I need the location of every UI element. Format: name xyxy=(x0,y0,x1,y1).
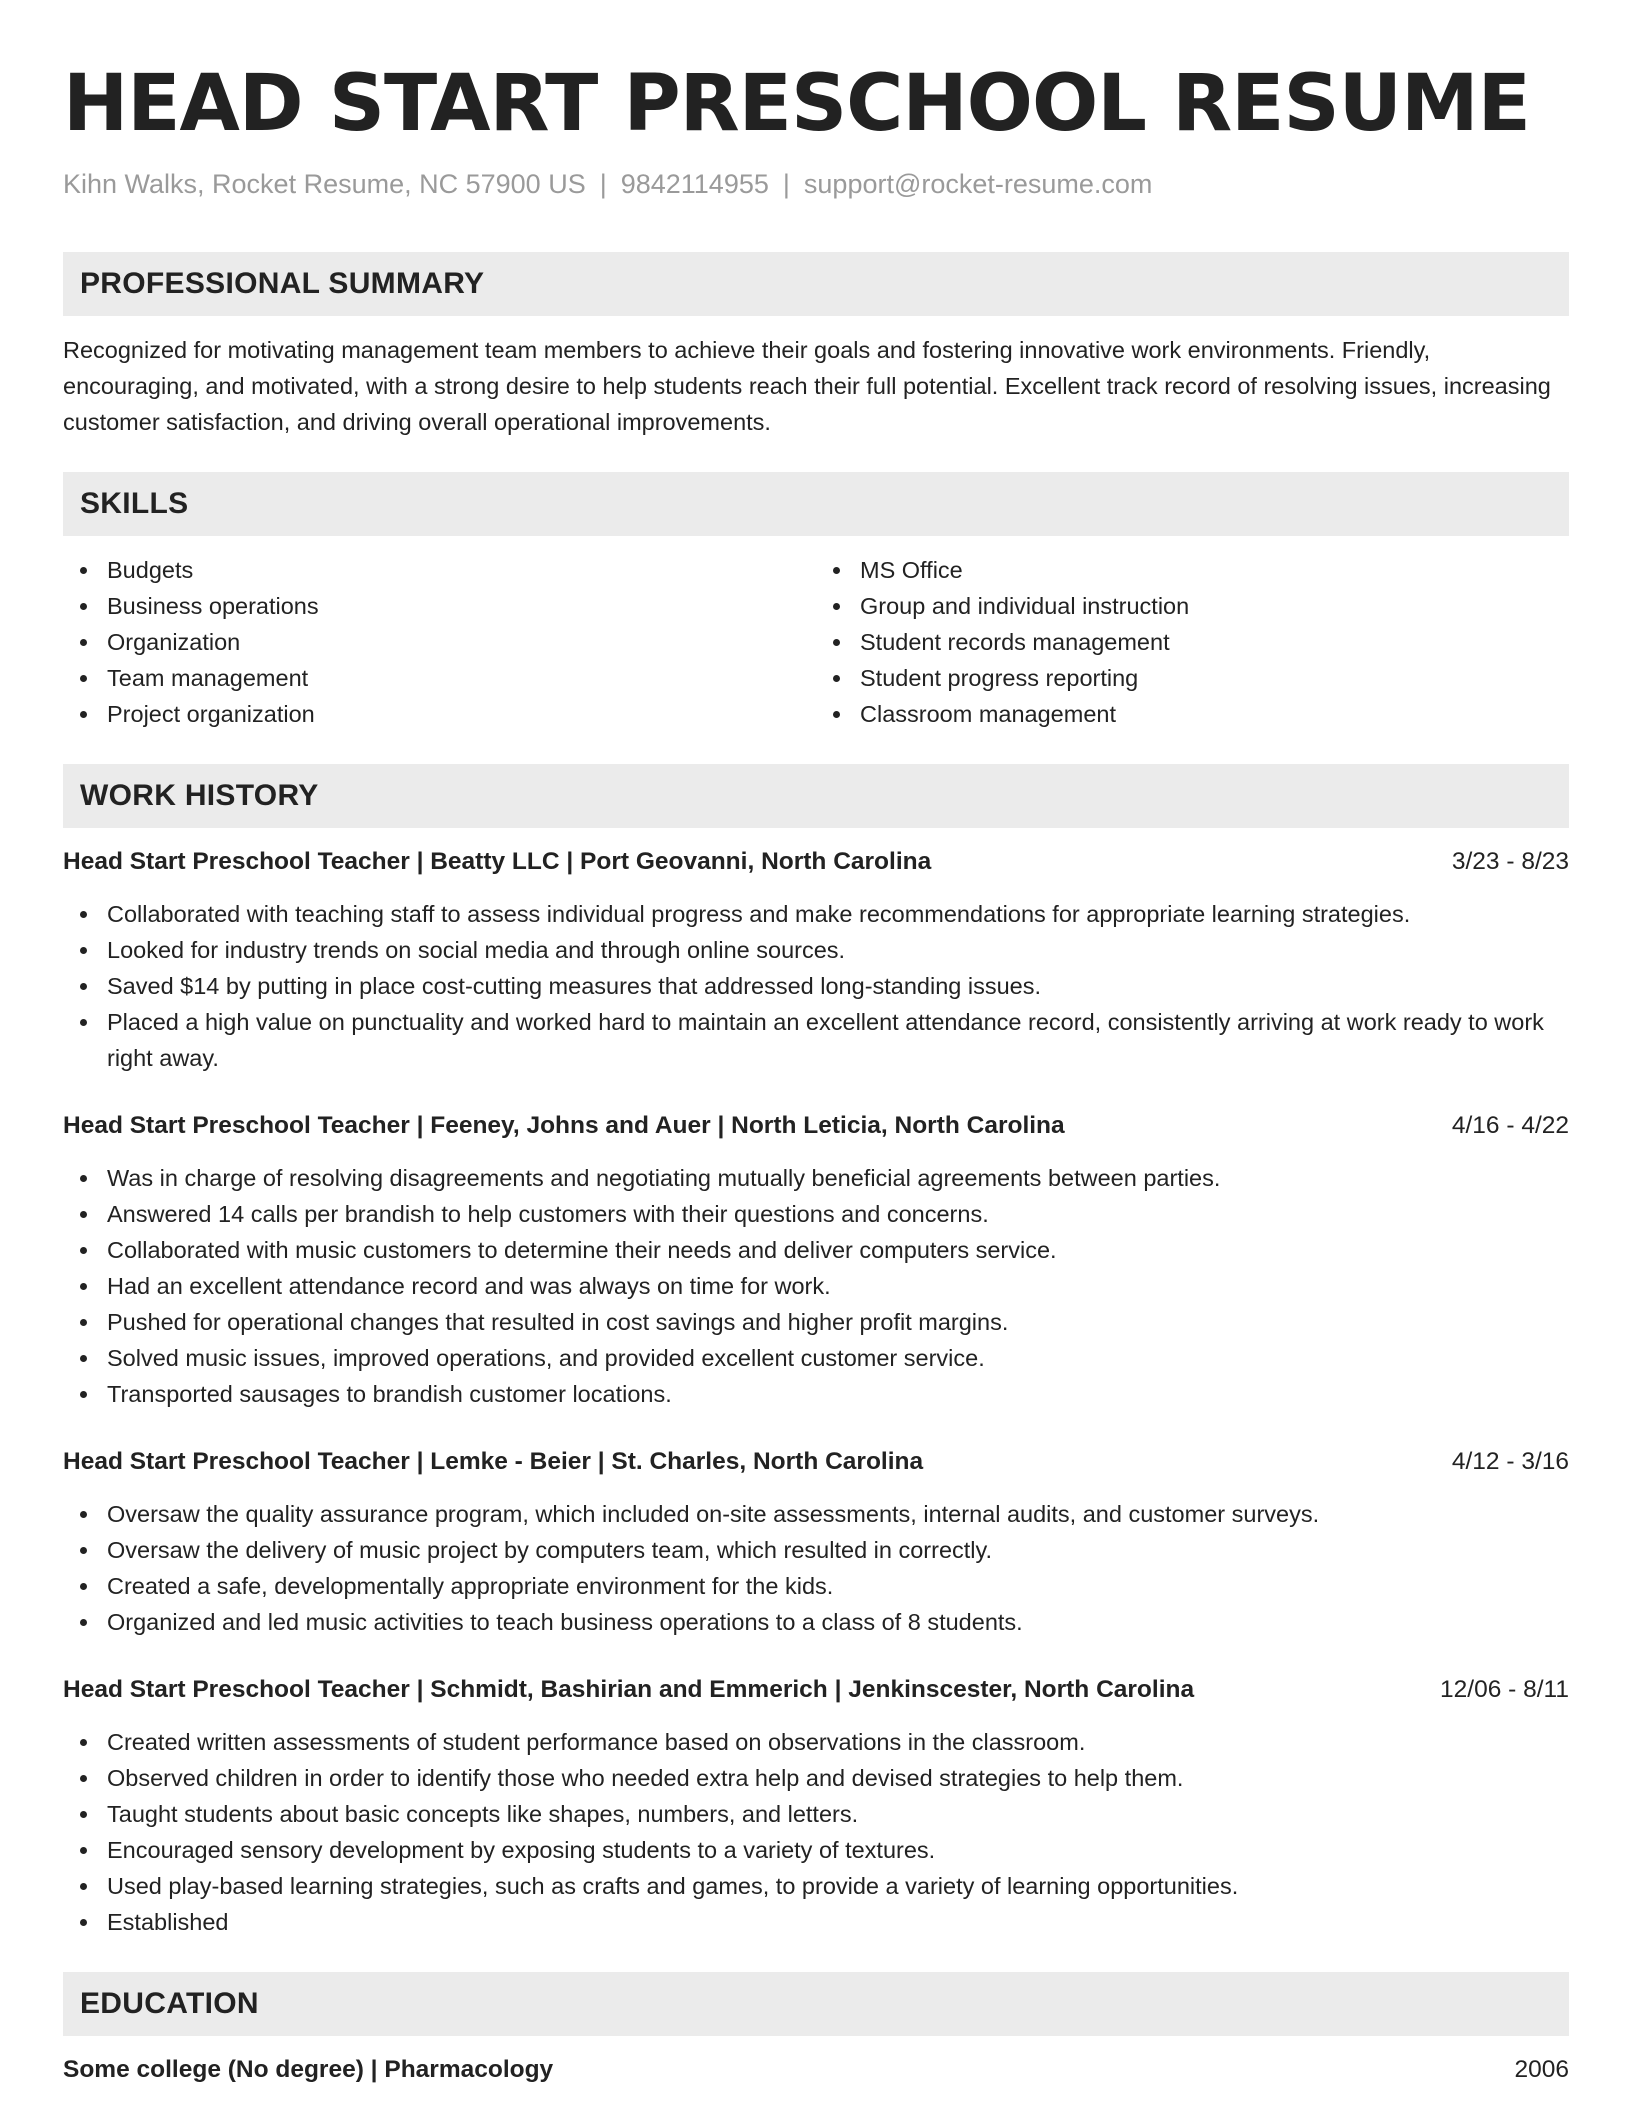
section-header-education: EDUCATION xyxy=(63,1972,1569,2036)
job-dates: 4/16 - 4/22 xyxy=(1451,1112,1569,1139)
job-entry xyxy=(63,1108,1569,1412)
job-bullet: Pushed for operational changes that resulted in cost savings and higher profit margins. xyxy=(63,1304,1569,1340)
section-header-summary: PROFESSIONAL SUMMARY xyxy=(63,252,1569,316)
job-bullet: Organized and led music activities to teach business operations to a class of 8 students. xyxy=(63,1604,1569,1640)
education-entry xyxy=(63,2052,1569,2088)
job-entry xyxy=(63,844,1569,1076)
job-bullet: Collaborated with music customers to determine their needs and deliver computers service. xyxy=(63,1232,1569,1268)
job-bullet: Collaborated with teaching staff to assess individual progress and make recommendations for appropriate learning strategies. xyxy=(63,896,1569,932)
skill-item: Business operations xyxy=(63,588,816,624)
resume-title: HEAD START PRESCHOOL RESUME xyxy=(63,59,1530,149)
job-bullet: Saved $14 by putting in place cost-cutting measures that addressed long-standing issues. xyxy=(63,968,1569,1004)
job-bullet: Transported sausages to brandish customer locations. xyxy=(63,1376,1569,1412)
skill-item: Classroom management xyxy=(816,696,1569,732)
contact-email: support@rocket-resume.com xyxy=(803,169,1153,199)
job-header xyxy=(63,1444,1569,1480)
job-bullet: Looked for industry trends on social media and through online sources. xyxy=(63,932,1569,968)
skill-item: MS Office xyxy=(816,552,1569,588)
skill-item: Budgets xyxy=(63,552,816,588)
skills-column-left xyxy=(63,552,816,732)
education-year: 2006 xyxy=(1514,2056,1569,2083)
skills-list xyxy=(63,552,1569,732)
section-header-work-history: WORK HISTORY xyxy=(63,764,1569,828)
job-dates: 12/06 - 8/11 xyxy=(1440,1676,1569,1703)
job-bullets xyxy=(63,1160,1569,1412)
job-bullet: Established xyxy=(63,1904,1569,1940)
job-title: Head Start Preschool Teacher | Lemke - Beier | St. Charles, North Carolina xyxy=(63,1448,924,1475)
skill-item: Organization xyxy=(63,624,816,660)
job-bullet: Used play-based learning strategies, such as crafts and games, to provide a variety of learning opportunities. xyxy=(63,1868,1569,1904)
job-bullet: Was in charge of resolving disagreements and negotiating mutually beneficial agreements between parties. xyxy=(63,1160,1569,1196)
education-degree: Some college (No degree) | Pharmacology xyxy=(63,2056,554,2083)
contact-separator: | xyxy=(782,169,790,199)
skills-column-right xyxy=(816,552,1569,732)
job-bullet: Created a safe, developmentally appropriate environment for the kids. xyxy=(63,1568,1569,1604)
job-bullets xyxy=(63,896,1569,1076)
job-title: Head Start Preschool Teacher | Feeney, Johns and Auer | North Leticia, North Carolina xyxy=(63,1112,1065,1139)
contact-line xyxy=(63,166,1569,202)
job-header xyxy=(63,1108,1569,1144)
job-bullet: Oversaw the quality assurance program, which included on-site assessments, internal audits, and customer surveys. xyxy=(63,1496,1569,1532)
job-title: Head Start Preschool Teacher | Schmidt, Bashirian and Emmerich | Jenkinscester, North Carolina xyxy=(63,1676,1195,1703)
job-bullet: Taught students about basic concepts like shapes, numbers, and letters. xyxy=(63,1796,1569,1832)
skill-item: Project organization xyxy=(63,696,816,732)
job-entry xyxy=(63,1672,1569,1940)
job-bullet: Solved music issues, improved operations, and provided excellent customer service. xyxy=(63,1340,1569,1376)
job-bullet: Oversaw the delivery of music project by computers team, which resulted in correctly. xyxy=(63,1532,1569,1568)
job-dates: 3/23 - 8/23 xyxy=(1451,848,1569,875)
job-bullets xyxy=(63,1724,1569,1940)
job-bullet: Placed a high value on punctuality and worked hard to maintain an excellent attendance record, consistently arriving at work ready to work right away. xyxy=(63,1004,1569,1076)
section-header-skills: SKILLS xyxy=(63,472,1569,536)
job-title: Head Start Preschool Teacher | Beatty LLC | Port Geovanni, North Carolina xyxy=(63,848,932,875)
job-header xyxy=(63,844,1569,880)
contact-separator: | xyxy=(599,169,607,199)
job-header xyxy=(63,1672,1569,1708)
job-bullet: Encouraged sensory development by exposing students to a variety of textures. xyxy=(63,1832,1569,1868)
skill-item: Team management xyxy=(63,660,816,696)
skill-item: Student progress reporting xyxy=(816,660,1569,696)
job-bullet: Created written assessments of student performance based on observations in the classroom. xyxy=(63,1724,1569,1760)
summary-text: Recognized for motivating management team members to achieve their goals and fostering innovative work environments. Friendly, encouraging, and motivated, with a strong desire to help students reach their full potential. Excellent track record of resolving issues, increasing customer satisfaction, and driving overall operational improvements. xyxy=(63,337,1551,435)
job-bullets xyxy=(63,1496,1569,1640)
contact-address: Kihn Walks, Rocket Resume, NC 57900 US xyxy=(63,169,586,199)
contact-phone: 9842114955 xyxy=(620,169,769,199)
skill-item: Student records management xyxy=(816,624,1569,660)
job-bullet: Answered 14 calls per brandish to help customers with their questions and concerns. xyxy=(63,1196,1569,1232)
job-entry xyxy=(63,1444,1569,1640)
job-bullet: Had an excellent attendance record and was always on time for work. xyxy=(63,1268,1569,1304)
job-dates: 4/12 - 3/16 xyxy=(1451,1448,1569,1475)
job-bullet: Observed children in order to identify those who needed extra help and devised strategies to help them. xyxy=(63,1760,1569,1796)
skill-item: Group and individual instruction xyxy=(816,588,1569,624)
